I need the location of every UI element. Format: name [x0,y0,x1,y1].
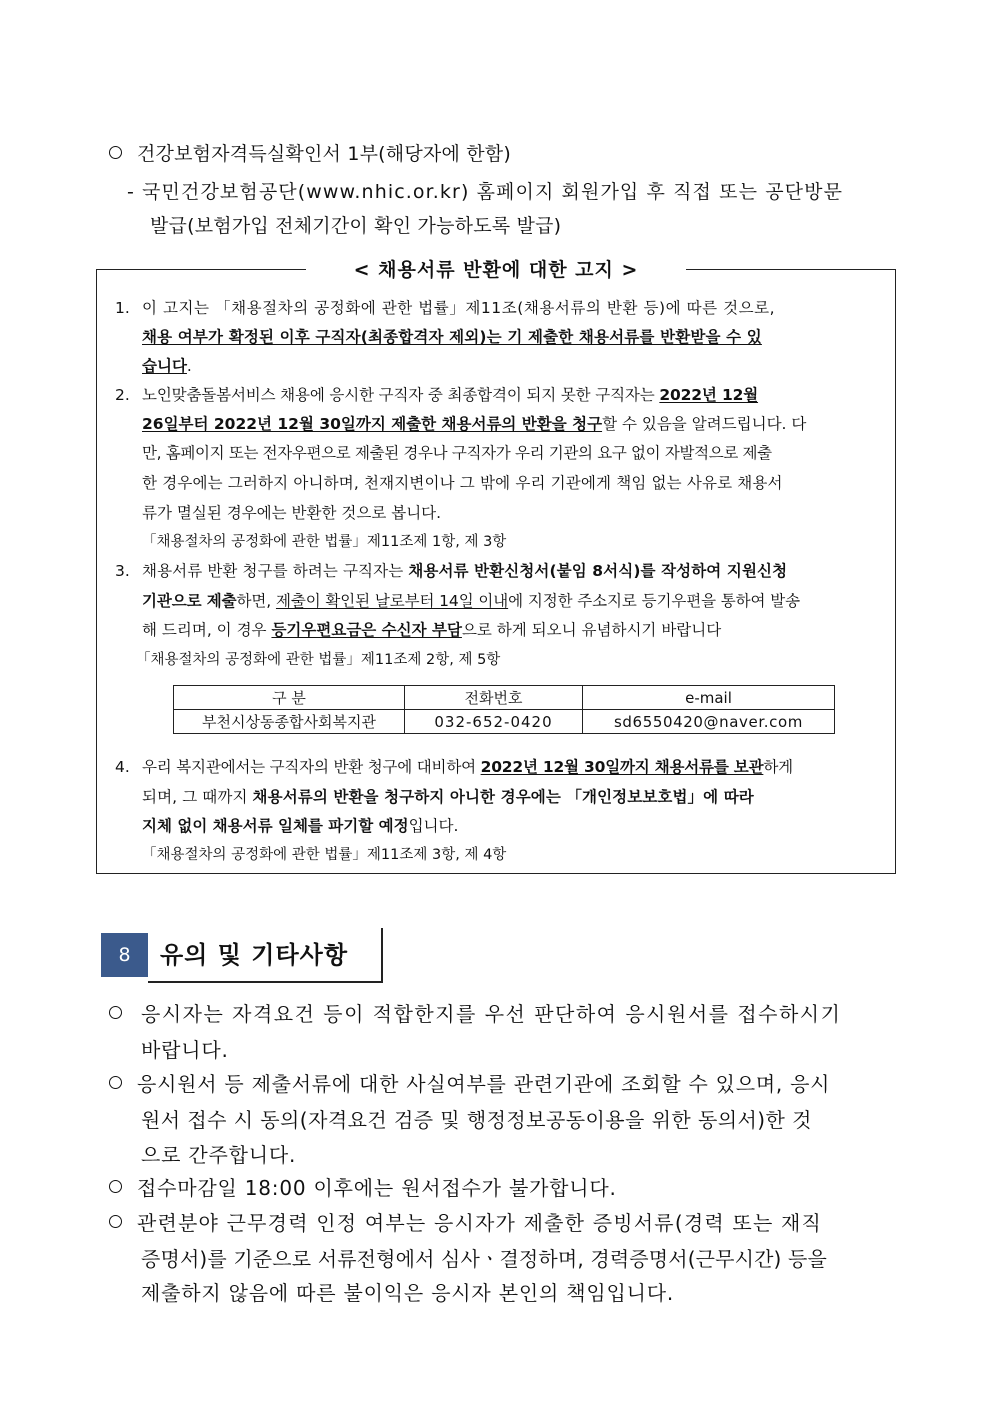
table-cell-email: sd6550420@naver.com [583,710,835,734]
nhic-instruction-line2: 발급(보험가입 전체기간이 확인 가능하도록 발급) [150,215,562,237]
notice-item2-line2-bold: 26일부터 2022년 12월 30일까지 제출한 채용서류의 반환을 청구 [142,415,603,433]
notice-bullet3-line1: 접수마감일 18:00 이후에는 원서접수가 불가합니다. [137,1176,617,1200]
notice-item4-line1-bold: 2022년 12월 30일까지 채용서류를 보관 [480,758,764,776]
notice-item3-line3 [142,620,721,640]
notice-item4-line3-bold: 지체 없이 채용서류 일체를 파기할 예정 [142,817,409,835]
notice-bullet2-line1: 응시원서 등 제출서류에 대한 사실여부를 관련기관에 조회할 수 있으며, 응시 [137,1072,831,1096]
notice-item2-law-reference: 「채용절차의 공정화에 관한 법률」제11조제 1항, 제 3항 [142,534,507,550]
notice-item4-number: 4. [115,758,130,776]
section-number-badge: 8 [101,933,148,977]
notice-item3-line2-end: 에 지정한 주소지로 등기우편을 통하여 발송 [508,592,800,610]
notice-bullet4-line3: 제출하지 않음에 따른 불이익은 응시자 본인의 책임입니다. [141,1281,674,1305]
notice-item4-line3 [142,816,458,836]
notice-item3-line2-text: 하면, [236,592,276,610]
notice-item3-line1 [142,561,787,581]
notice-item2-line2 [142,414,806,434]
bullet-circle-icon [109,1076,122,1089]
notice-item1-line3 [142,356,192,376]
notice-item1-line2: 채용 여부가 확정된 이후 구직자(최종합격자 제외)는 기 제출한 채용서류를 반환받을 수 있 [142,328,762,346]
notice-item3-line1-text: 채용서류 반환 청구를 하려는 구직자는 [142,562,409,580]
notice-item2-line1 [142,385,758,405]
bullet-circle-icon [109,1215,122,1228]
notice-item3-line3-text: 해 드리며, 이 경우 [142,621,272,639]
notice-item1-number: 1. [115,299,130,317]
notice-item4-line2-text: 되며, 그 때까지 [142,788,253,806]
notice-bullet1-line2: 바랍니다. [141,1038,229,1062]
table-row [174,710,835,734]
notice-item2-line4: 한 경우에는 그러하지 아니하며, 천재지변이나 그 밖에 우리 기관에게 책임 없는 사유로 채용서 [142,474,783,492]
notice-item1-line1: 이 고지는 「채용절차의 공정화에 관한 법률」제11조(채용서류의 반환 등)에 따른 것으로, [142,299,776,317]
notice-item4-line1-text: 우리 복지관에서는 구직자의 반환 청구에 대비하여 [142,758,481,776]
notice-item3-line1-bold: 채용서류 반환신청서(붙임 8서식)를 작성하여 지원신청 [408,562,788,580]
notice-item2-line3: 만, 홈페이지 또는 전자우편으로 제출된 경우나 구직자가 우리 기관의 요구 없이 자발적으로 제출 [142,444,772,462]
notice-item2-line1-text: 노인맞춤돌봄서비스 채용에 응시한 구직자 중 최종합격이 되지 못한 구직자는 [142,386,660,404]
notice-item2-number: 2. [115,386,130,404]
notice-item3-line3-end: 으로 하게 되오니 유념하시기 바랍니다 [461,621,722,639]
notice-item4-line2 [142,787,754,807]
table-header-row [174,686,835,710]
bullet-circle-icon [109,1006,122,1019]
notice-item4-line1-end: 하게 [763,758,793,776]
notice-item3-line2-bold: 기관으로 제출 [142,592,237,610]
notice-bullet2-line3: 으로 간주합니다. [141,1143,297,1167]
notice-item4-line3-end: 입니다. [408,817,459,835]
notice-item3-line2 [142,591,800,611]
table-header-category: 구 분 [174,686,405,710]
notice-item3-line2-underlined: 제출이 확인된 날로부터 14일 이내 [275,592,509,610]
bullet-circle-icon [109,146,122,159]
notice-bullet4-line2: 증명서)를 기준으로 서류전형에서 심사ㆍ결정하며, 경력증명서(근무시간) 등을 [141,1247,827,1271]
insurance-certificate-text: 건강보험자격득실확인서 1부(해당자에 한함) [137,143,511,165]
table-header-phone: 전화번호 [405,686,583,710]
notice-title: < 채용서류 반환에 대한 고지 > [306,256,686,284]
nhic-instruction-line1: - 국민건강보험공단(www.nhic.or.kr) 홈페이지 회원가입 후 직접 또는 공단방문 [127,181,844,203]
notice-item3-line3-bold: 등기우편요금은 수신자 부담 [271,621,462,639]
notice-item2-line1-date: 2022년 12월 [659,386,759,404]
contact-table [173,685,835,734]
notice-item2-line5: 류가 멸실된 경우에는 반환한 것으로 봅니다. [142,504,442,522]
notice-bullet1-line1: 응시자는 자격요건 등이 적합한지를 우선 판단하여 응시원서를 접수하시기 [141,1002,842,1026]
notice-item3-law-reference: 「채용절차의 공정화에 관한 법률」제11조제 2항, 제 5항 [136,652,501,668]
table-cell-organization: 부천시상동종합사회복지관 [174,710,405,734]
section-title-frame-bottom [148,981,383,983]
notice-item4-line1 [142,757,793,777]
notice-bullet2-line2: 원서 접수 시 동의(자격요건 검증 및 행정정보공동이용을 위한 동의서)한 것 [141,1108,812,1132]
table-cell-phone: 032-652-0420 [405,710,583,734]
notice-item4-line2-bold: 채용서류의 반환을 청구하지 아니한 경우에는 「개인정보보호법」에 따라 [252,788,754,806]
notice-item4-law-reference: 「채용절차의 공정화에 관한 법률」제11조제 3항, 제 4항 [142,847,507,863]
table-header-email: e-mail [583,686,835,710]
bullet-circle-icon [109,1180,122,1193]
notice-item2-line2-text: 할 수 있음을 알려드립니다. 다 [602,415,807,433]
section-title: 유의 및 기타사항 [160,941,348,969]
notice-item3-number: 3. [115,562,130,580]
section-title-frame-right [381,928,383,982]
notice-item1-line3-end: . [186,357,192,375]
notice-bullet4-line1: 관련분야 근무경력 인정 여부는 응시자가 제출한 증빙서류(경력 또는 재직 [137,1211,823,1235]
notice-item1-line3-bold: 습니다 [142,357,187,375]
